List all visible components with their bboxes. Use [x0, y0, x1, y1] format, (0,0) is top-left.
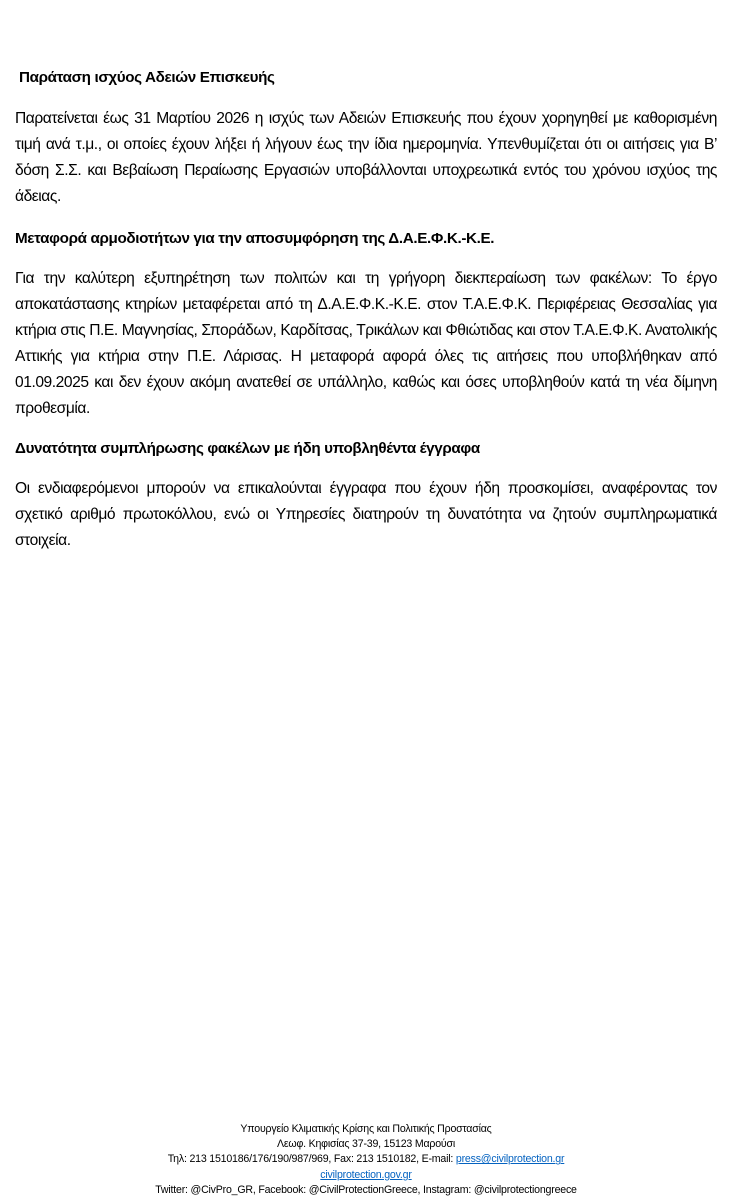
- footer-contact: [0, 1152, 732, 1167]
- footer-website: [0, 1168, 732, 1183]
- section-heading-file-completion: Δυνατότητα συμπλήρωσης φακέλων με ήδη υποβληθέντα έγγραφα: [15, 440, 480, 457]
- footer-social: Twitter: @CivPro_GR, Facebook: @CivilProtectionGreece, Instagram: @civilprotectiongreece: [155, 1183, 577, 1196]
- section-body-transfer-of-competences: Για την καλύτερη εξυπηρέτηση των πολιτών και τη γρήγορη διεκπεραίωση των φακέλων: Το έργο αποκατάστασης κτηρίων μεταφέρεται από τη Δ.Α.Ε.Φ.Κ.-Κ.Ε. στον Τ.Α.Ε.Φ.Κ. Περιφέρειας Θεσσαλίας για κτήρια στις Π.Ε. Μαγνησίας, Σποράδων, Καρδίτσας, Τρικάλων και Φθιώτιδας και στον Τ.Α.Ε.Φ.Κ. Ανατολικής Αττικής για κτήρια στην Π.Ε. Λάρισας. Η μεταφορά αφορά όλες τις αιτήσεις που υποβλήθηκαν από 01.09.2025 και δεν έχουν ακόμη ανατεθεί σε υπάλληλο, καθώς και όσες υποβληθούν κατά τη νέα δίμηνη προθεσμία.: [15, 270, 717, 417]
- section-body-file-completion: Οι ενδιαφερόμενοι μπορούν να επικαλούνται έγγραφα που έχουν ήδη προσκομίσει, αναφέροντας τον σχετικό αριθμό πρωτοκόλλου, ενώ οι Υπηρεσίες διατηρούν τη δυνατότητα να ζητούν συμπληρωματικά στοιχεία.: [15, 480, 717, 549]
- footer-email-link[interactable]: press@civilprotection.gr: [455, 1153, 565, 1166]
- footer-address: Λεωφ. Κηφισίας 37-39, 15123 Μαρούσι: [276, 1138, 455, 1151]
- page-footer: [0, 1122, 732, 1198]
- section-heading-transfer-of-competences: Μεταφορά αρμοδιοτήτων για την αποσυμφόρηση της Δ.Α.Ε.Φ.Κ.-Κ.Ε.: [15, 230, 495, 247]
- section-body-license-extension: Παρατείνεται έως 31 Μαρτίου 2026 η ισχύς των Αδειών Επισκευής που έχουν χορηγηθεί με καθορισμένη τιμή ανά τ.μ., οι οποίες έχουν λήξει ή λήγουν έως την ίδια ημερομηνία. Υπενθυμίζεται ότι οι αιτήσεις για Β’ δόση Σ.Σ. και Βεβαίωση Περαίωσης Εργασιών υποβάλλονται υποχρεωτικά εντός του χρόνου ισχύος της άδειας.: [15, 110, 717, 205]
- footer-phone-fax: Τηλ: 213 1510186/176/190/987/969, Fax: 213 1510182, E-mail:: [167, 1153, 456, 1166]
- footer-ministry: Υπουργείο Κλιματικής Κρίσης και Πολιτικής Προστασίας: [240, 1123, 492, 1135]
- section-heading-license-extension: Παράταση ισχύος Αδειών Επισκευής: [19, 69, 275, 86]
- footer-website-link[interactable]: civilprotection.gov.gr: [320, 1168, 412, 1181]
